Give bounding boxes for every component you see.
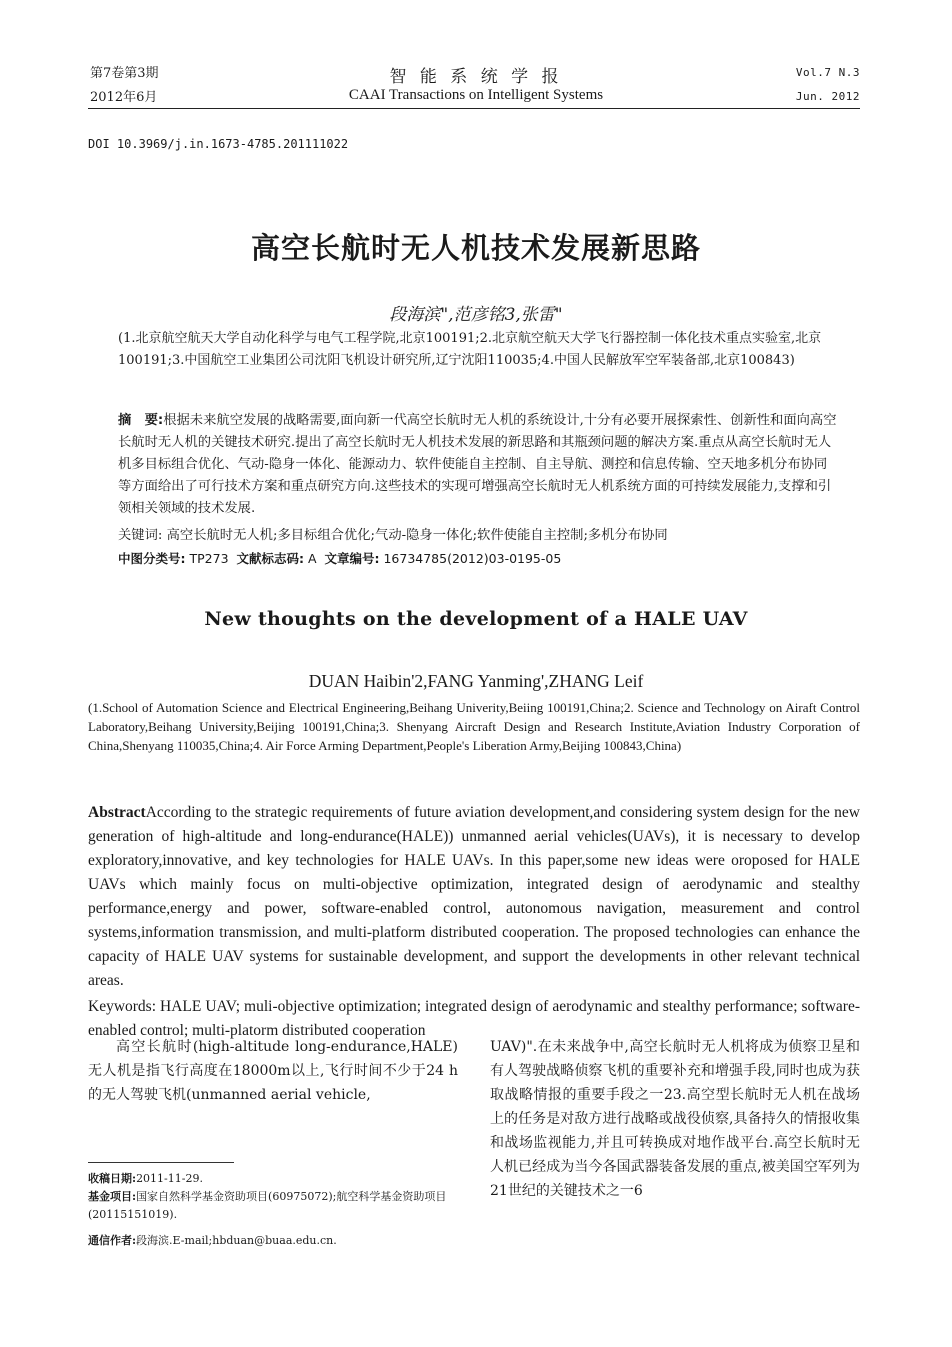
article-id-label: 文章编号: [324, 551, 380, 566]
date-en: Jun. 2012 [795, 90, 860, 103]
received-date: 2011-11-29. [136, 1172, 203, 1185]
affiliation-cn: (1.北京航空航天大学自动化科学与电气工程学院,北京100191;2.北京航空航天大学飞行器控制一体化技术重点实验室,北京100191;3.中国航空工业集团公司沈阳飞机设计研究所,辽宁沈阳110035;4.中国人民解放军空军装备部,北京100843) [118, 331, 822, 368]
authors-cn: 段海滨",范彦铭3,张雷" [389, 305, 563, 325]
keywords-cn [118, 525, 840, 547]
fund-line [88, 1188, 468, 1224]
volume-issue: 第7卷第3期 [90, 66, 159, 81]
keywords-en-label: Keywords: [88, 998, 157, 1015]
abstract-en-label: Abstract [88, 804, 146, 821]
footnote-rule [88, 1162, 234, 1163]
doi-label: DOI [88, 137, 110, 151]
authors-en: DUAN Haibin'2,FANG Yanming',ZHANG Leif [308, 671, 644, 691]
title-en: New thoughts on the development of a HALE UAV [204, 608, 748, 630]
body-column-left: 高空长航时(high-altitude long-endurance,HALE)无人机是指飞行高度在18000m以上,飞行时间不少于24 h的无人驾驶飞机(unmanned aerial vehicle, [88, 1039, 458, 1103]
keywords-cn-text: 高空长航时无人机;多目标组合优化;气动-隐身一体化;软件使能自主控制;多机分布协同 [166, 528, 668, 543]
affiliation-en: (1.School of Automation Science and Electrical Engineering,Beihang Univerity,Beiing 100191,China;2. Science and Technology on Airaft Control Laboratory,Beihang University,Beijing 100191,China;3. Shenyang Aircraft Design and Research Institute,Aviation Industry Corporation of China,Shenyang 110035,China;4. Air Force Arming Department,People's Liberation Army,Beijing 100843,China) [88, 700, 860, 753]
title-cn: 高空长航时无人机技术发展新思路 [250, 231, 701, 265]
corresponding-line [88, 1232, 468, 1250]
abstract-cn-label: 摘 要: [118, 413, 164, 428]
fund-text: 国家自然科学基金资助项目(60975072);航空科学基金资助项目(20115151019). [88, 1190, 447, 1221]
received-line [88, 1170, 468, 1188]
article-id-value: 16734785(2012)03-0195-05 [383, 551, 562, 566]
abstract-cn-text: 根据未来航空发展的战略需要,面向新一代高空长航时无人机的系统设计,十分有必要开展探索性、创新性和面向高空长航时无人机的关键技术研究.提出了高空长航时无人机技术发展的新思路和其瓶颈问题的解决方案.重点从高空长航时无人机多目标组合优化、气动-隐身一体化、能源动力、软件使能自主控制、自主导航、测控和信息传输、空天地多机分布协同等方面给出了可行技术方案和重点研究方向.这些技术的实现可增强高空长航时无人机系统方面的可持续发展能力,支撑和引领相关领域的技术发展. [118, 413, 837, 516]
header-rule [88, 108, 860, 109]
received-label: 收稿日期: [88, 1172, 137, 1185]
body-column-right: UAV)".在未来战争中,高空长航时无人机将成为侦察卫星和有人驾驶战略侦察飞机的重要补充和增强手段,同时也成为获取战略情报的重要手段之一23.高空型长航时无人机在战场上的任务是对敌方进行战略或战役侦察,具备持久的情报收集和战场监视能力,并且可转换成对地作战平台.高空长航时无人机已经成为当今各国武器装备发展的重点,被美国空军列为21世纪的关键技术之一6 [490, 1039, 860, 1199]
abstract-en [88, 801, 860, 993]
abstract-cn [118, 410, 840, 520]
abstract-en-text: According to the strategic requirements of future aviation development,and considering system design for the new generation of high-altitude and long-endurance(HALE)) unmanned aerial vehicles(UAVs), it is necessary to develop exploratory,innovative, and key technologies for HALE UAVs. In this paper,some new ideas were oroposed for HALE UAVs which mainly focus on multi-objective optimization, integrated design of aerodynamic and stealthy performance,energy and power, software-enabled control, autonomous navigation, measurement and control systems,information transmission, and multi-platform distributed cooperation. The proposed technologies can enhance the capacity of HALE UAV systems for sustainable development, and support the developments in other relevant technical areas. [88, 804, 860, 989]
journal-name-en: CAAI Transactions on Intelligent Systems [348, 87, 604, 103]
volume-en: Vol.7 N.3 [795, 66, 860, 79]
doc-code-label: 文献标志码: [236, 551, 304, 566]
footnote [88, 1170, 468, 1250]
classification-line [118, 548, 840, 570]
corresponding-label: 通信作者: [88, 1234, 137, 1247]
keywords-en-text: HALE UAV; muli-objective optimization; integrated design of aerodynamic and stealthy performance; software-enabled control; multi-platorm distributed cooperation [88, 998, 861, 1039]
doi-value: 10.3969/j.in.1673-4785.201111022 [116, 137, 349, 151]
clc-label: 中图分类号: [118, 551, 186, 566]
journal-name-cn: 智 能 系 统 学 报 [389, 67, 563, 87]
doi-line [88, 137, 348, 151]
clc-value: TP273 [189, 551, 229, 566]
doc-code-value: A [307, 551, 317, 566]
issue-date: 2012年6月 [90, 90, 158, 105]
fund-label: 基金项目: [88, 1190, 137, 1203]
keywords-cn-label: 关键词: [118, 528, 163, 543]
corresponding-text: 段海滨.E-mail;hbduan@buaa.edu.cn. [136, 1234, 337, 1247]
